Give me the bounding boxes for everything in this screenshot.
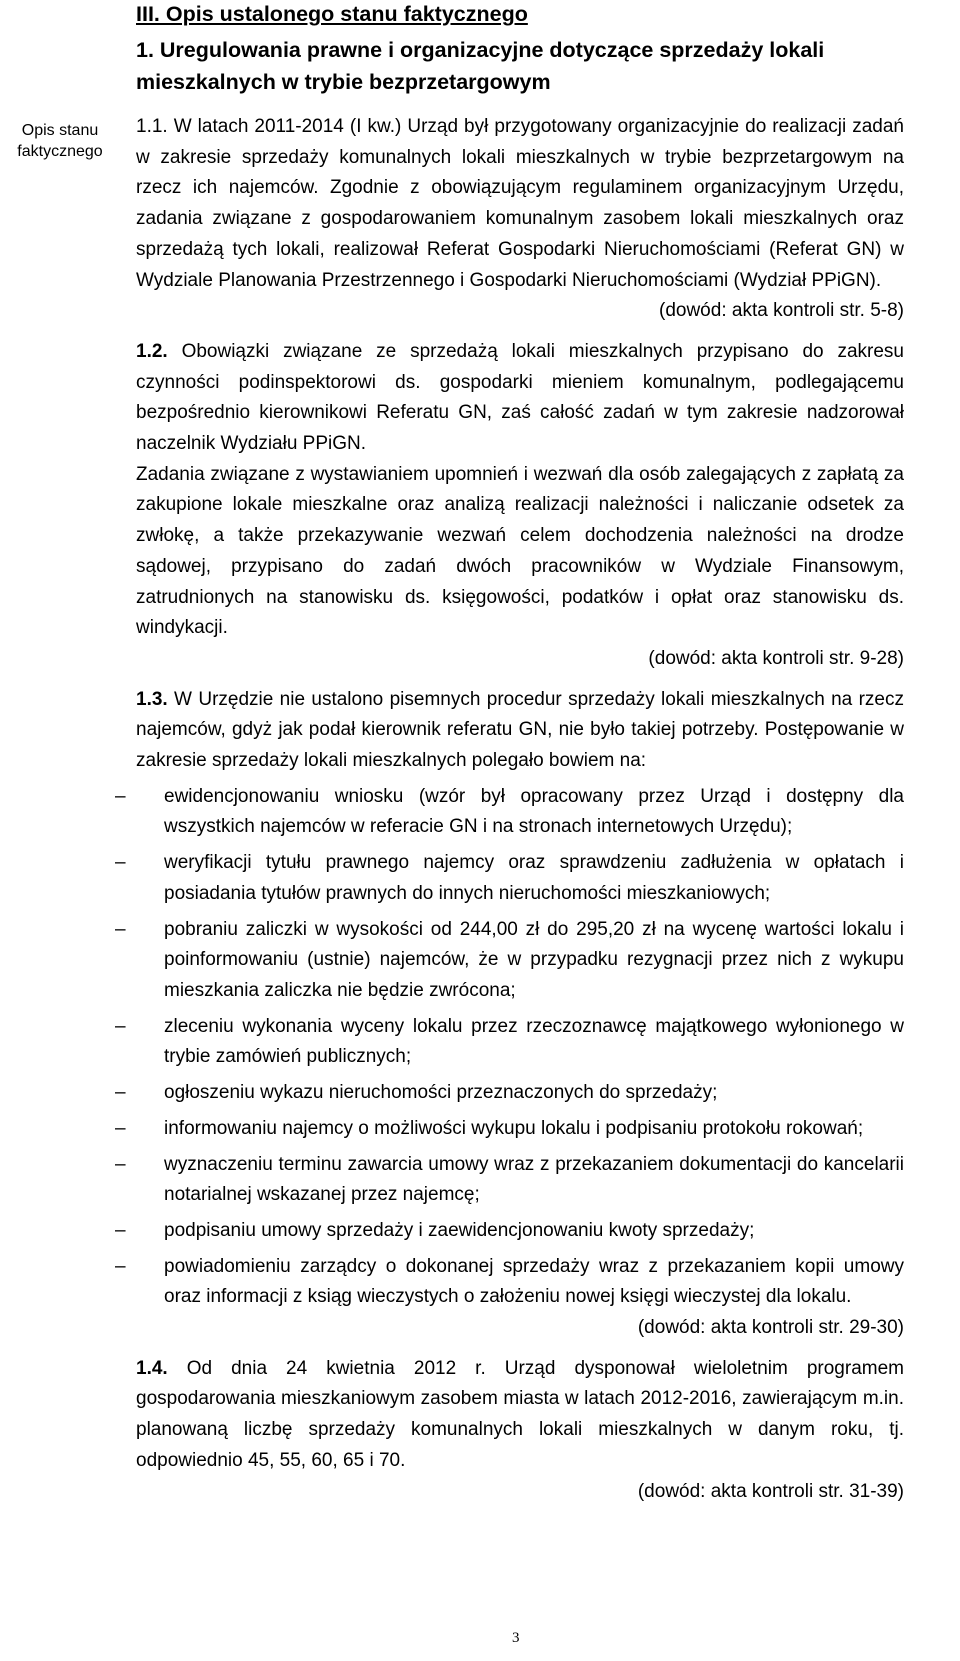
list-item: – weryfikacji tytułu prawnego najemcy oraz sprawdzeniu zadłużenia w opłatach i posiadania tytułów prawnych do innych nieruchomości mieszkaniowych; [136,848,904,909]
list-item: – pobraniu zaliczki w wysokości od 244,00 zł do 295,20 zł na wycenę wartości lokalu i poinformowaniu (ustnie) najemców, że w przypadku rezygnacji przez nich z wykupu mieszkania zaliczka nie będzie zwrócona; [136,915,904,1007]
paragraph-text: Obowiązki związane ze sprzedażą lokali mieszkalnych przypisano do zakresu czynności podinspektorowi ds. gospodarki mieniem komunalnym, podlegającemu bezpośrednio kierownikowi Referatu GN, zaś całość zadań w tym zakresie nadzorował naczelnik Wydziału PPiGN. [136,340,904,455]
proof-reference-1-4: (dowód: akta kontroli str. 31-39) [637,1480,904,1502]
paragraph-text: Od dnia 24 kwietnia 2012 r. Urząd dysponował wieloletnim programem gospodarowania mieszkaniowym zasobem miasta w latach 2012-2016, zawierającym m.in. planowaną liczbę sprzedaży komunalnych lokali mieszkalnych w danym roku, tj. odpowiednio 45, 55, 60, 65 i 70. [136,1357,904,1471]
procedure-list [115,782,904,1313]
paragraph-1-2-continued: Zadania związane z wystawianiem upomnień i wezwań dla osób zalegających z zapłatą za zakupione lokale mieszkalne oraz analizą realizacji należności i naliczanie odsetek za zwłokę, a także przekazywanie wezwań celem dochodzenia należności na drodze sądowej, przypisano do zadań dwóch pracowników w Wydziale Finansowym, zatrudnionych na stanowisku ds. księgowości, podatków i opłat oraz stanowisku ds. windykacji. [136,463,904,639]
paragraph-1-4 [136,1354,904,1477]
dash-bullet: – [115,1219,126,1241]
dash-bullet: – [115,1082,126,1104]
dash-bullet: – [115,1015,126,1037]
list-item: – ogłoszeniu wykazu nieruchomości przeznaczonych do sprzedaży; [136,1078,904,1109]
section-heading: III. Opis ustalonego stanu faktycznego [136,2,528,26]
dash-bullet: – [115,1153,126,1175]
margin-note [10,120,110,162]
list-item: – powiadomieniu zarządcy o dokonanej sprzedaży wraz z przekazaniem kopii umowy oraz informacji z ksiąg wieczystych o założeniu nowej księgi wieczystej dla lokalu. [136,1252,904,1313]
list-item: – ewidencjonowaniu wniosku (wzór był opracowany przez Urząd i dostępny dla wszystkich najemców w referacie GN i na stronach internetowych Urzędu); [136,782,904,843]
margin-note-line2: faktycznego [17,143,103,160]
dash-bullet: – [115,1117,126,1139]
proof-reference-1-3: (dowód: akta kontroli str. 29-30) [637,1317,904,1339]
paragraph-1-3 [136,685,904,777]
list-item: – wyznaczeniu terminu zawarcia umowy wraz z przekazaniem dokumentacji do kancelarii notarialnej wskazanej przez najemcę; [136,1150,904,1211]
list-item: – podpisaniu umowy sprzedaży i zaewidencjonowaniu kwoty sprzedaży; [136,1216,904,1247]
proof-reference-1-2: (dowód: akta kontroli str. 9-28) [648,647,904,669]
list-item: – informowaniu najemcy o możliwości wykupu lokalu i podpisaniu protokołu rokowań; [136,1114,904,1145]
document-body [115,0,904,1507]
subsection-heading: 1. Uregulowania prawne i organizacyjne dotyczące sprzedaży lokali mieszkalnych w trybie bezprzetargowym [136,38,825,94]
margin-note-line1: Opis stanu [21,122,99,139]
paragraph-number: 1.2. [136,340,168,362]
paragraph-1-1: 1.1. W latach 2011-2014 (I kw.) Urząd był przygotowany organizacyjnie do realizacji zadań w zakresie sprzedaży komunalnych lokali mieszkalnych w trybie bezprzetargowym na rzecz ich najemców. Zgodnie z obowiązującym regulaminem organizacyjnym Urzędu, zadania związane z gospodarowaniem komunalnym zasobem lokali mieszkalnych oraz sprzedażą tych lokali, realizował Referat Gospodarki Nieruchomościami (Referat GN) w Wydziale Planowania Przestrzennego i Gospodarki Nieruchomościami (Wydział PPiGN). [136,116,904,291]
paragraph-number: 1.4. [136,1357,168,1379]
proof-reference-1-1: (dowód: akta kontroli str. 5-8) [659,300,904,322]
paragraph-number: 1.3. [136,688,168,710]
dash-bullet: – [115,785,126,807]
page-number: 3 [512,1630,520,1646]
dash-bullet: – [115,852,126,874]
dash-bullet: – [115,918,126,940]
paragraph-1-2 [136,337,904,460]
dash-bullet: – [115,1255,126,1277]
paragraph-text: W Urzędzie nie ustalono pisemnych procedur sprzedaży lokali mieszkalnych na rzecz najemców, gdyż jak podał kierownik referatu GN, nie było takiej potrzeby. Postępowanie w zakresie sprzedaży lokali mieszkalnych polegało bowiem na: [136,688,904,772]
list-item: – zleceniu wykonania wyceny lokalu przez rzeczoznawcę majątkowego wyłonionego w trybie zamówień publicznych; [136,1012,904,1073]
